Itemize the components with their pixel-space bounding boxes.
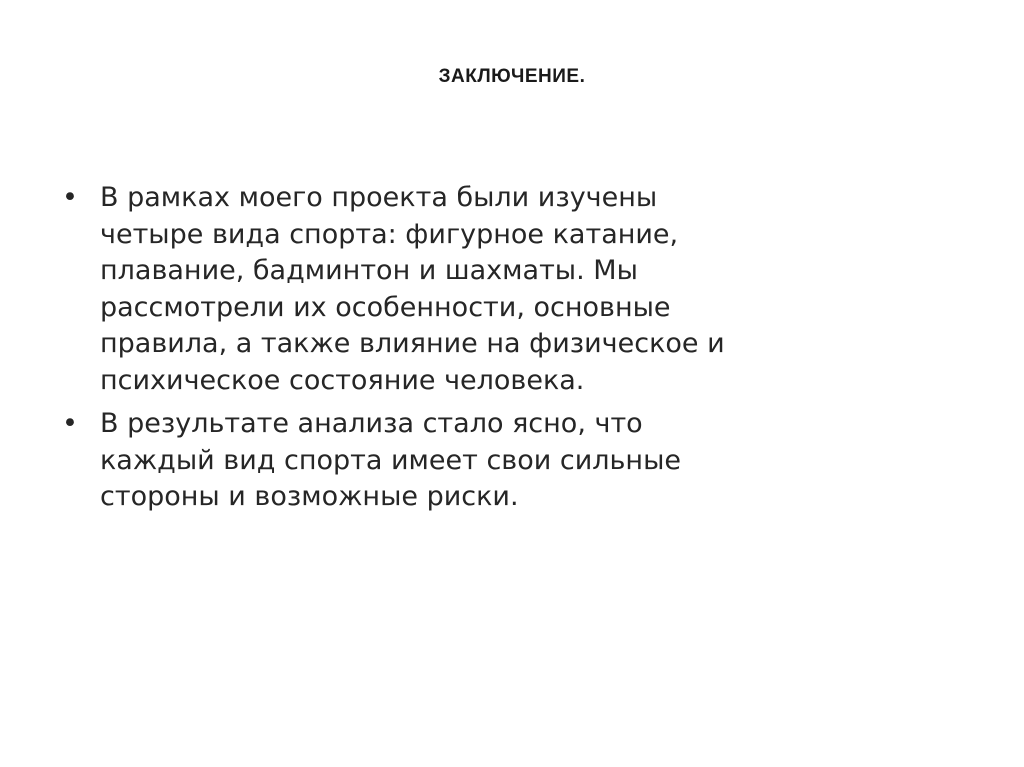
bullet-icon: • (62, 182, 78, 213)
bullet-icon: • (62, 408, 78, 439)
bullet-item (60, 180, 760, 399)
bullet-item (60, 406, 760, 516)
slide-title: ЗАКЛЮЧЕНИЕ. (438, 66, 586, 87)
bullet-list (60, 180, 760, 523)
bullet-text: В рамках моего проекта были изучены четыре вида спорта: фигурное катание, плавание, бадминтон и шахматы. Мы рассмотрели их особенности, основные правила, а также влияние на физическое и психическое состояние человека. (100, 182, 725, 396)
bullet-text: В результате анализа стало ясно, что каждый вид спорта имеет свои сильные стороны и возможные риски. (100, 408, 682, 512)
